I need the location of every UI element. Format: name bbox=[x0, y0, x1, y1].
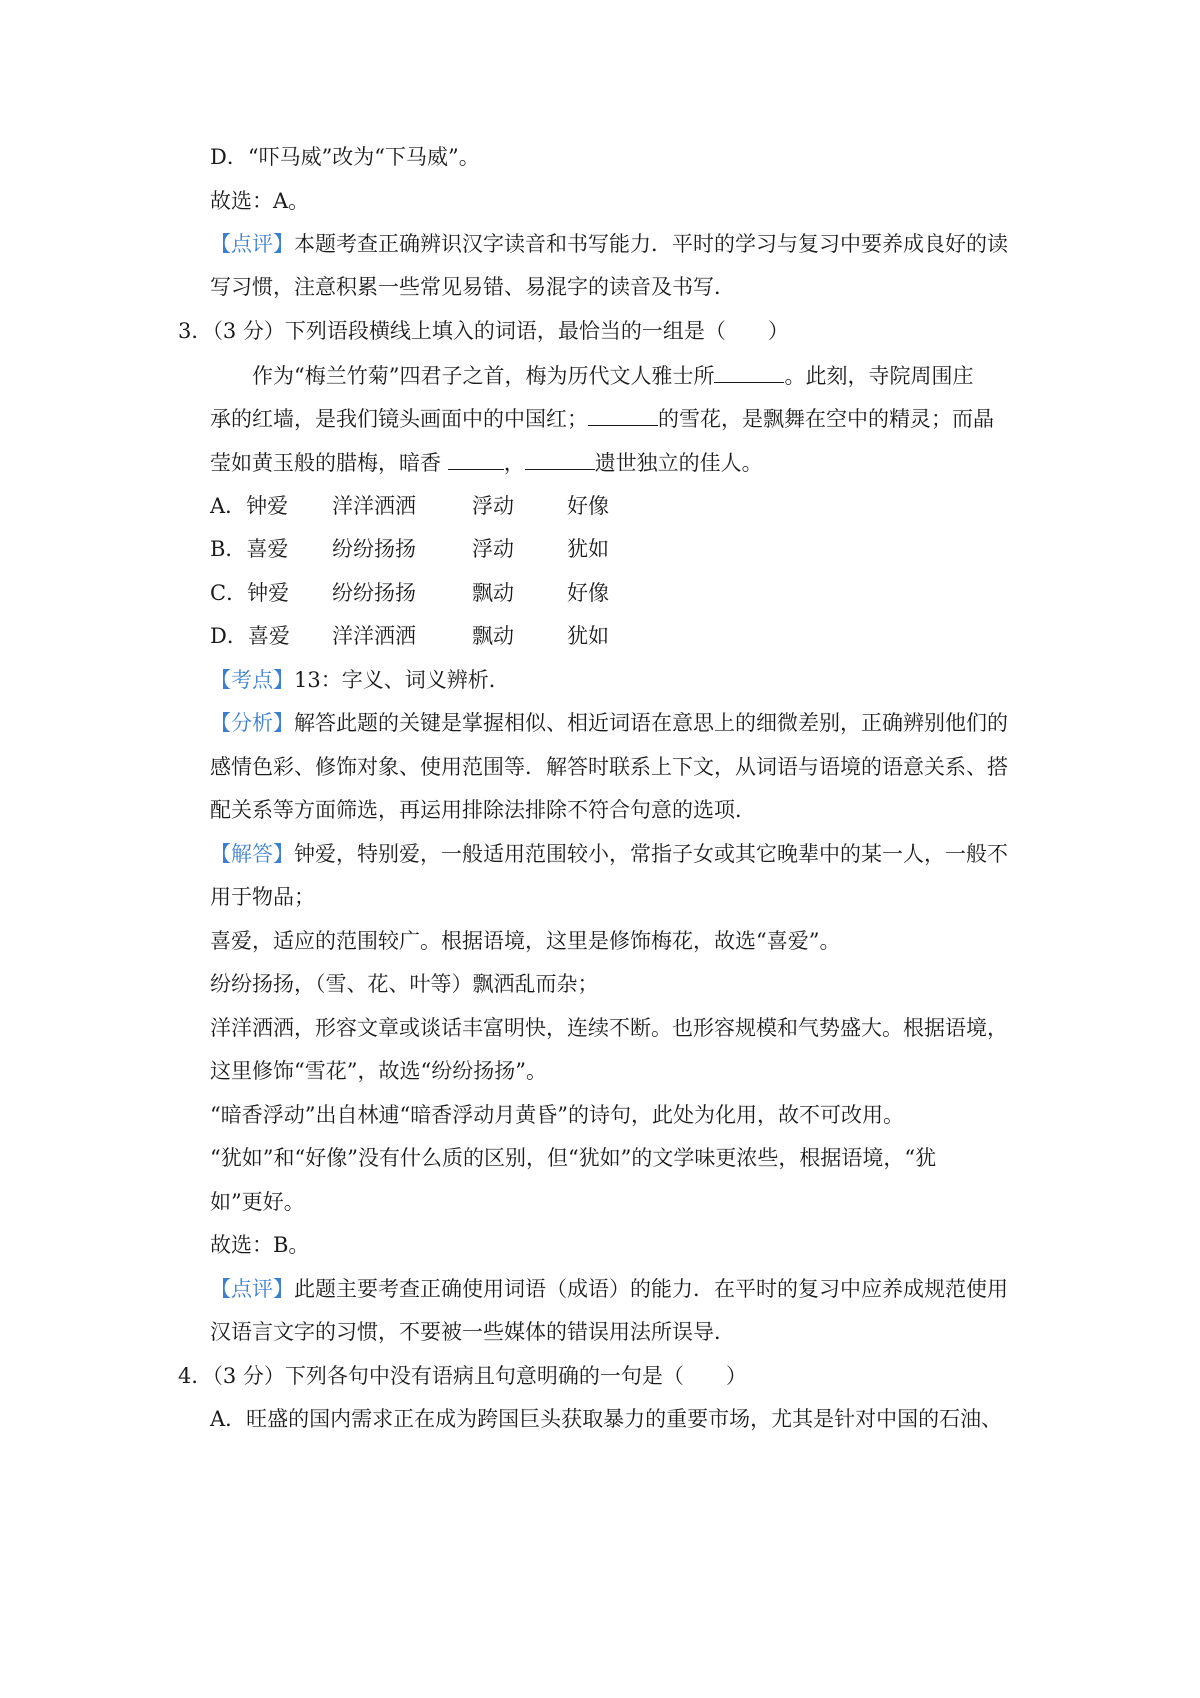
passage-text: 遗世独立的佳人。 bbox=[594, 451, 763, 475]
option-word: 洋洋洒洒 bbox=[332, 494, 416, 518]
passage-text: 的雪花，是飘舞在空中的精灵；而晶 bbox=[658, 407, 994, 431]
q2-review-line-2: 写习惯，注意积累一些常见易错、易混字的读音及书写． bbox=[210, 275, 735, 299]
option-word: 好像 bbox=[567, 581, 609, 605]
q2-review-text-1: 本题考查正确辨识汉字读音和书写能力．平时的学习与复习中要养成良好的读 bbox=[294, 232, 1008, 256]
q3-jieda-line-1 bbox=[210, 839, 1030, 869]
q3-option-b bbox=[210, 534, 1030, 564]
kaodian-text: 13：字义、词义辨析． bbox=[294, 668, 510, 692]
q3-fenxi-line-2: 感情色彩、修饰对象、使用范围等．解答时联系上下文，从词语与语境的语意关系、搭 bbox=[210, 755, 1008, 779]
q3-jieda-line-2: 用于物品； bbox=[210, 885, 315, 909]
q2-answer: 故选：A。 bbox=[210, 189, 310, 213]
q3-passage-line-1 bbox=[252, 360, 1072, 391]
option-word: 钟爱 bbox=[246, 494, 289, 518]
fill-blank-2 bbox=[588, 403, 658, 426]
option-word: 喜爱 bbox=[247, 624, 290, 648]
q2-review-line-1 bbox=[210, 229, 1030, 259]
q3-option-d bbox=[210, 621, 1030, 651]
fill-blank-4 bbox=[525, 447, 595, 470]
q3-jieda-line-3: 喜爱，适应的范围较广。根据语境，这里是修饰梅花，故选“喜爱”。 bbox=[210, 929, 841, 953]
fill-blank-3 bbox=[448, 447, 504, 470]
option-word: 犹如 bbox=[567, 537, 609, 561]
option-word: 浮动 bbox=[472, 537, 514, 561]
option-letter: D． bbox=[210, 624, 248, 648]
option-word: 钟爱 bbox=[247, 581, 290, 605]
q4-stem: 4．（3 分）下列各句中没有语病且句意明确的一句是（ ） bbox=[178, 1364, 747, 1388]
option-letter: C． bbox=[210, 581, 248, 605]
option-word: 好像 bbox=[567, 494, 609, 518]
q2-option-d-correction: D．“吓马威”改为“下马威”。 bbox=[210, 145, 480, 169]
q3-jieda-line-9: 如”更好。 bbox=[210, 1190, 305, 1214]
review-tag: 【点评】 bbox=[210, 232, 294, 256]
q3-answer: 故选：B。 bbox=[210, 1233, 310, 1257]
q4-option-a: A．旺盛的国内需求正在成为跨国巨头获取暴力的重要市场，尤其是针对中国的石油、 bbox=[210, 1407, 1003, 1431]
option-word: 飘动 bbox=[472, 624, 514, 648]
q3-fenxi-line-1 bbox=[210, 708, 1030, 738]
passage-text: 承的红墙，是我们镜头画面中的中国红； bbox=[210, 407, 588, 431]
q3-passage-line-3 bbox=[210, 447, 1030, 478]
jieda-tag: 【解答】 bbox=[210, 842, 294, 866]
q3-review-line-2: 汉语言文字的习惯，不要被一些媒体的错误用法所误导． bbox=[210, 1320, 735, 1344]
option-word: 纷纷扬扬 bbox=[332, 581, 416, 605]
q3-jieda-line-5: 洋洋洒洒，形容文章或谈话丰富明快，连续不断。也形容规模和气势盛大。根据语境， bbox=[210, 1016, 1008, 1040]
kaodian-tag: 【考点】 bbox=[210, 668, 294, 692]
option-letter: A． bbox=[210, 494, 247, 518]
q3-option-a bbox=[210, 491, 1030, 521]
passage-text: 。此刻，寺院周围庄 bbox=[784, 364, 974, 388]
review-tag: 【点评】 bbox=[210, 1277, 294, 1301]
q3-review-line-1 bbox=[210, 1274, 1030, 1304]
review-text: 此题主要考查正确使用词语（成语）的能力．在平时的复习中应养成规范使用 bbox=[294, 1277, 1008, 1301]
q3-jieda-line-7: “暗香浮动”出自林逋“暗香浮动月黄昏”的诗句，此处为化用，故不可改用。 bbox=[210, 1103, 904, 1127]
passage-text: ， bbox=[503, 451, 525, 475]
q3-kaodian bbox=[210, 665, 1030, 695]
option-word: 纷纷扬扬 bbox=[332, 537, 416, 561]
q3-fenxi-line-3: 配关系等方面筛选，再运用排除法排除不符合句意的选项． bbox=[210, 798, 756, 822]
q3-stem: 3．（3 分）下列语段横线上填入的词语，最恰当的一组是（ ） bbox=[178, 319, 789, 343]
q3-jieda-line-6: 这里修饰“雪花”，故选“纷纷扬扬”。 bbox=[210, 1059, 547, 1083]
jieda-text: 钟爱，特别爱，一般适用范围较小，常指子女或其它晚辈中的某一人，一般不 bbox=[294, 842, 1008, 866]
fill-blank-1 bbox=[714, 360, 784, 383]
q3-option-c bbox=[210, 578, 1030, 608]
option-word: 洋洋洒洒 bbox=[332, 624, 416, 648]
option-letter: B． bbox=[210, 537, 247, 561]
fenxi-tag: 【分析】 bbox=[210, 711, 294, 735]
option-word: 犹如 bbox=[567, 624, 609, 648]
passage-text: 作为“梅兰竹菊”四君子之首，梅为历代文人雅士所 bbox=[252, 364, 715, 388]
q3-jieda-line-4: 纷纷扬扬，（雪、花、叶等）飘洒乱而杂； bbox=[210, 972, 599, 996]
option-word: 飘动 bbox=[472, 581, 514, 605]
q3-jieda-line-8: “犹如”和“好像”没有什么质的区别，但“犹如”的文学味更浓些，根据语境，“犹 bbox=[210, 1146, 937, 1170]
q3-passage-line-2 bbox=[210, 403, 1030, 434]
fenxi-text: 解答此题的关键是掌握相似、相近词语在意思上的细微差别，正确辨别他们的 bbox=[294, 711, 1008, 735]
option-word: 喜爱 bbox=[246, 537, 289, 561]
passage-text: 莹如黄玉般的腊梅，暗香 bbox=[210, 451, 441, 475]
option-word: 浮动 bbox=[472, 494, 514, 518]
